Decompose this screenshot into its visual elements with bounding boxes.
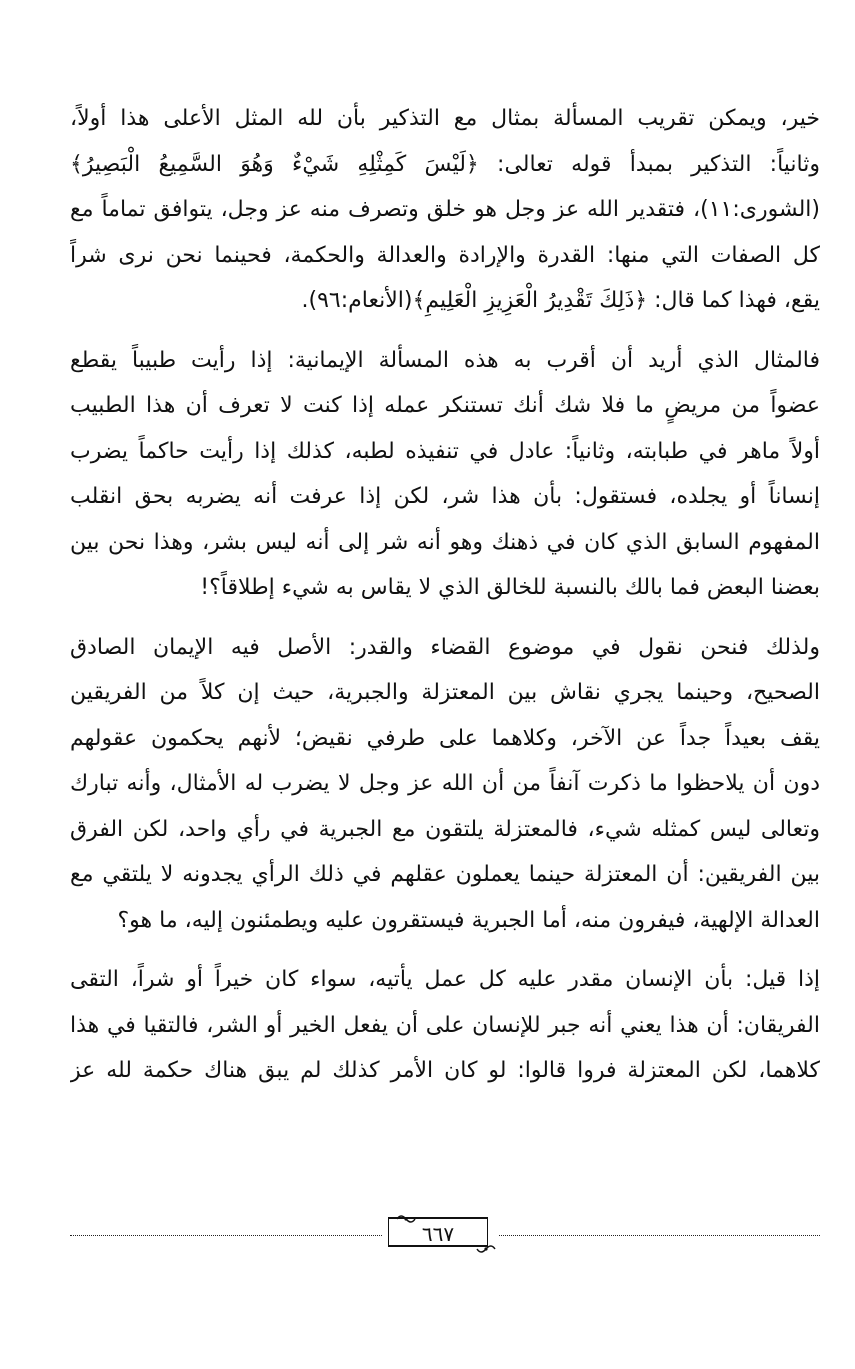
text-line: أولاً ماهر في طبابته، وثانياً: عادل في تنفيذه لطبه، كذلك إذا رأيت حاكماً يضرب <box>70 438 820 464</box>
corner-ornament-icon <box>396 1213 416 1225</box>
text-line: الصحيح، وحينما يجري نقاش بين المعتزلة والجبرية، حيث إن كلاً من الفريقين <box>70 680 820 705</box>
text-line: وثانياً: التذكير بمبدأ قوله تعالى: ﴿لَيْسَ كَمِثْلِهِ شَيْءٌ وَهُوَ السَّمِيعُ الْبَصِيرُ﴾ <box>70 151 820 177</box>
text-line: كل الصفات التي منها: القدرة والإرادة والعدالة والحكمة، فحينما نحن نرى شراً <box>70 242 820 268</box>
text-line: العدالة الإلهية، فيفرون منه، أما الجبرية فيستقرون عليه ويطمئنون إليه، ما هو؟ <box>117 907 820 933</box>
corner-ornament-icon <box>476 1243 496 1255</box>
text-line: يقف بعيداً جداً عن الآخر، وكلاهما على طرفي نقيض؛ لأنهم يحكمون عقولهم <box>70 725 820 751</box>
text-line: إذا قيل: بأن الإنسان مقدر عليه كل عمل يأتيه، سواء كان خيراً أو شراً، التقى <box>70 967 820 992</box>
text-line: بعضنا البعض فما بالك بالنسبة للخالق الذي لا يقاس به شيء إطلاقاً؟! <box>200 575 820 600</box>
text-line: (الشورى:١١)، فتقدير الله عز وجل هو خلق وتصرف منه عز وجل، يتوافق تماماً مع <box>70 197 820 222</box>
text-line: عضواً من مريضٍ ما فلا شك أنك تستنكر عمله إذا كنت لا تعرف أن هذا الطبيب <box>70 393 820 418</box>
text-line: إنساناً أو يجلده، فستقول: بأن هذا شر، لكن إذا عرفت أنه يضربه بحق انقلب <box>70 484 820 509</box>
text-line: دون أن يلاحظوا ما ذكرت آنفاً من أن الله عز وجل لا يضرب له الأمثال، وأنه تبارك <box>70 771 820 796</box>
paragraph-2 <box>70 338 820 611</box>
text-line: فالمثال الذي أريد أن أقرب به هذه المسألة الإيمانية: إذا رأيت طبيباً يقطع <box>70 347 820 373</box>
text-line: بين الفريقين: أن المعتزلة حينما يعملون عقلهم في ذلك الرأي يجدونه لا يلتقي مع <box>70 862 820 887</box>
page-body <box>70 96 820 1108</box>
paragraph-1 <box>70 96 820 324</box>
page-number: ٦٦٧ <box>421 1222 455 1246</box>
paragraph-4 <box>70 957 820 1094</box>
text-line: خير، ويمكن تقريب المسألة بمثال مع التذكير بأن لله المثل الأعلى هذا أولاً، <box>70 106 820 131</box>
text-line: المفهوم السابق الذي كان في ذهنك وهو أنه شر إلى أنه ليس بشر، وهذا نحن بين <box>70 529 820 555</box>
page-footer <box>70 1213 820 1257</box>
page-number-frame <box>382 1215 498 1251</box>
text-line: ولذلك فنحن نقول في موضوع القضاء والقدر: الأصل فيه الإيمان الصادق <box>70 634 820 660</box>
text-line: يقع، فهذا كما قال: ﴿ذَلِكَ تَقْدِيرُ الْعَزِيزِ الْعَلِيمِ﴾(الأنعام:٩٦). <box>301 288 820 313</box>
text-line: الفريقان: أن هذا يعني أنه جبر للإنسان على أن يفعل الخير أو الشر، فالتقيا في هذا <box>70 1012 820 1038</box>
text-line: كلاهما، لكن المعتزلة فروا قالوا: لو كان الأمر كذلك لم يبق هناك حكمة لله عز <box>70 1058 820 1083</box>
text-line: وتعالى ليس كمثله شيء، فالمعتزلة يلتقون مع الجبرية في رأي واحد، لكن الفرق <box>70 816 820 842</box>
paragraph-3 <box>70 625 820 944</box>
